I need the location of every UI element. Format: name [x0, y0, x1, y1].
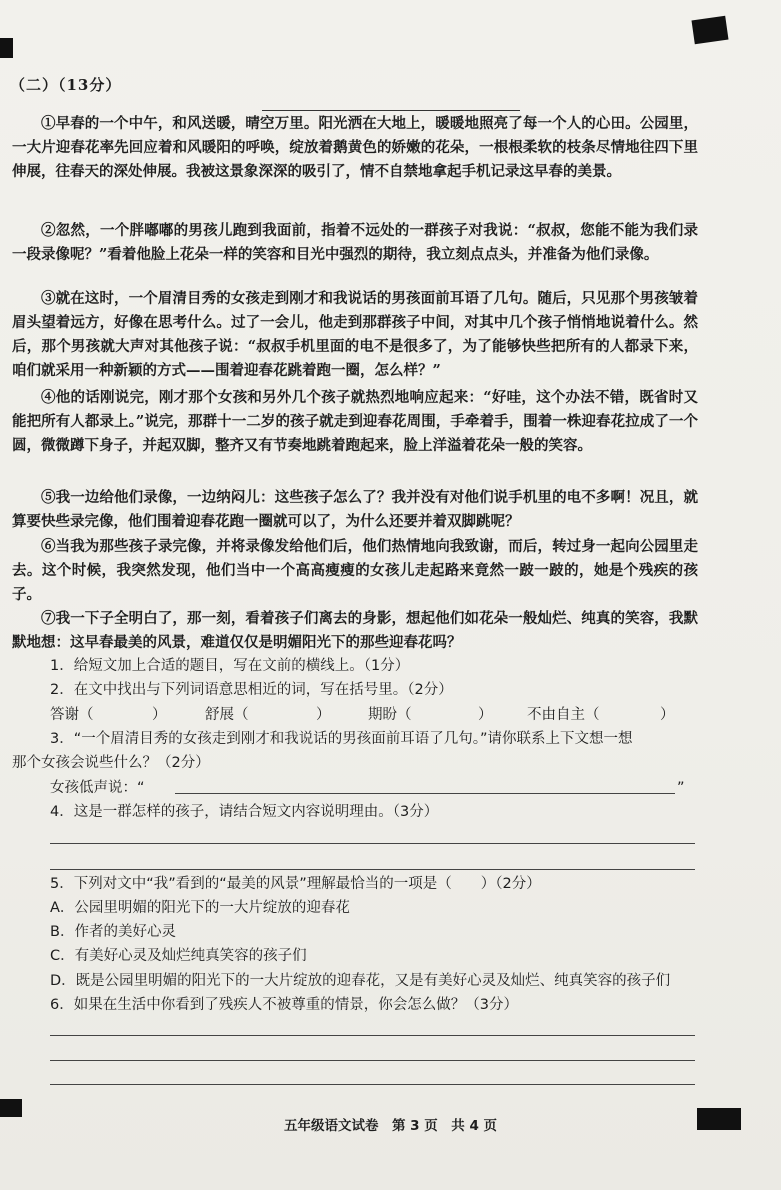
section-title: （二）（13分） [10, 76, 122, 94]
passage-paragraph-7: ⑦我一下子全明白了，那一刻，看着孩子们离去的身影，想起他们如花朵一般灿烂、纯真的笑容，我默默地想：这早春最美的风景，难道仅仅是明媚阳光下的那些迎春花吗？ [12, 610, 698, 651]
q4-answer-line[interactable] [50, 869, 695, 870]
q2-word-involuntary: 不由自主（ [527, 707, 600, 723]
question-2: 2．在文中找出与下列词语意思相近的词，写在括号里。（2分） [50, 682, 453, 698]
q4-answer-line[interactable] [50, 843, 695, 844]
q3-answer-line[interactable] [175, 793, 675, 794]
q6-answer-line[interactable] [50, 1035, 695, 1036]
passage-paragraph-3: ③就在这时，一个眉清目秀的女孩走到刚才和我说话的男孩面前耳语了几句。随后，只见那个男孩皱着眉头望着远方，好像在思考什么。过了一会儿，他走到那群孩子中间，对其中几个孩子悄悄地说着什么。然后，那个男孩就大声对其他孩子说：“叔叔手机里面的电不是很多了，为了能够快些把所有的人都录下来，咱们就采用一种新颖的方式——围着迎春花跳着跑一圈，怎么样？” [12, 290, 698, 379]
passage-paragraph-6: ⑥当我为那些孩子录完像，并将录像发给他们后，他们热情地向我致谢，而后，转过身一起向公园里走去。这个时候，我突然发现，他们当中一个高高瘦瘦的女孩儿走起路来竟然一跛一跛的，她是个残疾的孩子。 [12, 538, 698, 603]
question-5: 5．下列对文中“我”看到的“最美的风景”理解最恰当的一项是（ ）（2分） [50, 876, 541, 892]
q5-option-d: D．既是公园里明媚的阳光下的一大片绽放的迎春花，又是有美好心灵及灿烂、纯真笑容的孩子们 [50, 973, 671, 989]
passage-paragraph-1: ①早春的一个中午，和风送暖，晴空万里。阳光洒在大地上，暖暖地照亮了每一个人的心田。公园里，一大片迎春花率先回应着和风暖阳的呼唤，绽放着鹅黄色的娇嫩的花朵，一根根柔软的枝条尽情地往四下里伸展，往春天的深处伸展。我被这景象深深的吸引了，情不自禁地拿起手机记录这早春的美景。 [12, 115, 698, 180]
question-6: 6．如果在生活中你看到了残疾人不被尊重的情景，你会怎么做？（3分） [50, 997, 518, 1013]
q2-word-expect: 期盼（ [368, 707, 412, 723]
title-blank-line[interactable] [262, 110, 520, 111]
q5-option-a: A．公园里明媚的阳光下的一大片绽放的迎春花 [50, 900, 350, 916]
passage-paragraph-5: ⑤我一边给他们录像，一边纳闷儿：这些孩子怎么了？我并没有对他们说手机里的电不多啊！况且，就算要快些录完像，他们围着迎春花跑一圈就可以了，为什么还要并着双脚跳呢？ [12, 489, 698, 530]
question-4: 4．这是一群怎样的孩子，请结合短文内容说明理由。（3分） [50, 804, 439, 820]
q2-word-thank: 答谢（ [50, 707, 94, 723]
q5-option-b: B．作者的美好心灵 [50, 924, 176, 940]
question-1: 1．给短文加上合适的题目，写在文前的横线上。（1分） [50, 658, 410, 674]
passage-paragraph-2: ②忽然，一个胖嘟嘟的男孩儿跑到我面前，指着不远处的一群孩子对我说：“叔叔，您能不能为我们录一段录像呢？”看着他脸上花朵一样的笑容和目光中强烈的期待，我立刻点点头，并准备为他们录像。 [12, 222, 698, 263]
q2-bracket-close: ） [478, 707, 493, 723]
q2-bracket-close: ） [316, 707, 331, 723]
q6-answer-line[interactable] [50, 1060, 695, 1061]
q2-bracket-close: ） [152, 707, 167, 723]
q5-option-c: C．有美好心灵及灿烂纯真笑容的孩子们 [50, 948, 307, 964]
q3-answer-prompt: 女孩低声说：“ [50, 780, 145, 796]
registration-mark [0, 38, 13, 58]
q6-answer-line[interactable] [50, 1084, 695, 1085]
page-footer: 五年级语文试卷 第 3 页 共 4 页 [283, 1118, 498, 1134]
passage-paragraph-4: ④他的话刚说完，刚才那个女孩和另外几个孩子就热烈地响应起来：“好哇，这个办法不错，既省时又能把所有人都录上。”说完，那群十一二岁的孩子就走到迎春花周围，手牵着手，围着一株迎春花拉成了一个圆，微微蹲下身子，并起双脚，整齐又有节奏地跳着跑起来，脸上洋溢着花朵一般的笑容。 [12, 389, 698, 454]
q2-bracket-close: ） [660, 707, 675, 723]
question-3-cont: 那个女孩会说些什么？（2分） [12, 755, 210, 771]
registration-mark [691, 16, 728, 44]
q3-close-quote: ” [677, 780, 685, 796]
question-3: 3．“一个眉清目秀的女孩走到刚才和我说话的男孩面前耳语了几句。”请你联系上下文想一想 [50, 731, 633, 747]
q2-word-stretch: 舒展（ [205, 707, 249, 723]
